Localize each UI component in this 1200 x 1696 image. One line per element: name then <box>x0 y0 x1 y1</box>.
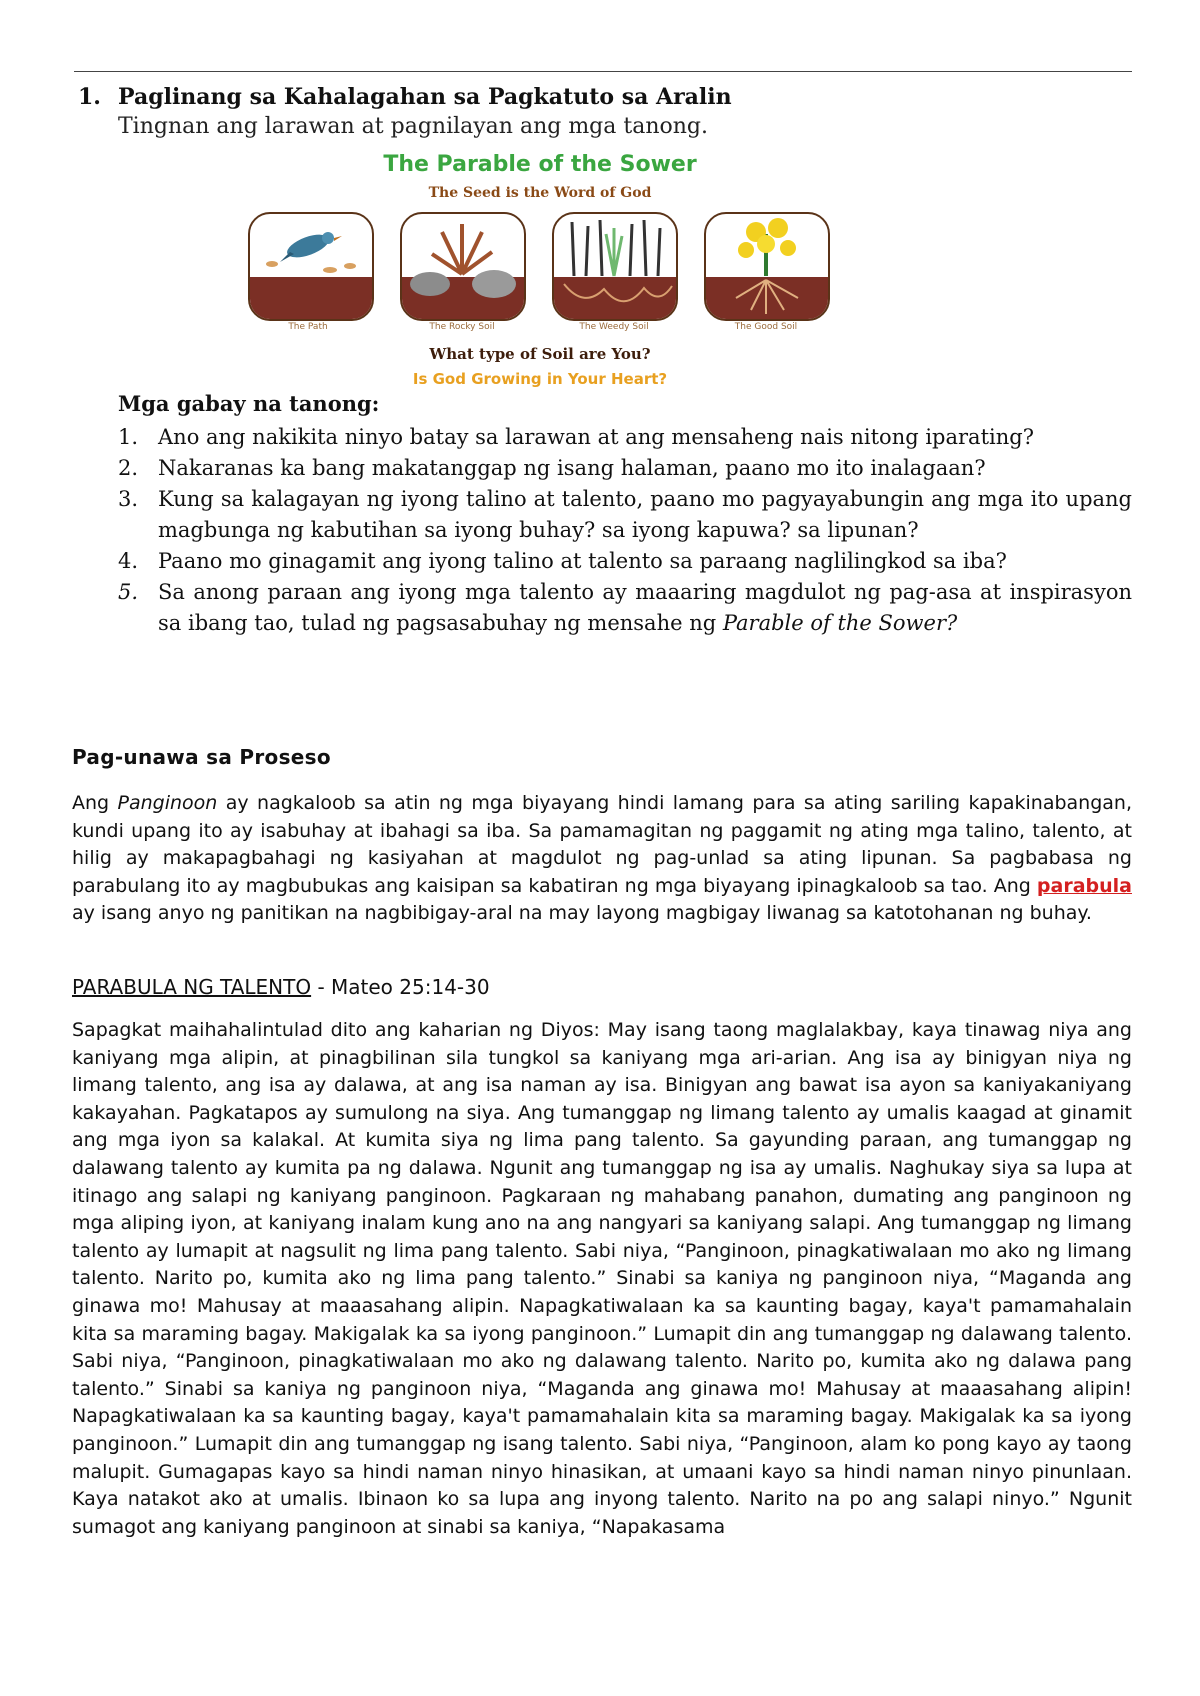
figure-title: The Parable of the Sower <box>383 152 697 177</box>
section-title <box>78 84 732 110</box>
list-item <box>118 422 1132 453</box>
text-segment: ay nagkaloob sa atin ng mga biyayang hindi lamang para sa ating sariling kapakinabangan, kundi upang ito ay isabuhay at ibahagi sa iba. Sa pamamagitan ng paggamit ng ating mga talino, talento, at hilig ay makapagbahagi ng kasiyahan at magdulot ng pag-unlad sa ating lipunan. Sa pagbabasa ng parabulang ito ay magbubukas ang kaisipan sa kabatiran ng mga biyayang ipinagkaloob sa tao. Ang <box>72 792 1132 897</box>
figure-question-1: What type of Soil are You? <box>429 345 651 363</box>
list-item <box>118 484 1132 546</box>
section-number: 1. <box>78 84 101 110</box>
parabula-link[interactable]: parabula <box>1036 874 1132 897</box>
question-text-main: Sa anong paraan ang iyong mga talento ay maaaring magdulot ng pag-asa at inspirasyon sa ibang tao, tulad ng pagsasabuhay ng mensahe ng <box>158 580 1132 635</box>
question-number: 1. <box>118 425 139 449</box>
figure-subtitle: The Seed is the Word of God <box>428 185 652 201</box>
proseso-heading: Pag-unawa sa Proseso <box>72 745 331 769</box>
question-text: Ano ang nakikita ninyo batay sa larawan at ang mensaheng nais nitong iparating? <box>158 425 1034 449</box>
question-number: 2. <box>118 456 139 480</box>
caption-rocky-soil: The Rocky Soil <box>429 322 495 332</box>
list-item <box>118 546 1132 577</box>
question-text <box>158 577 1132 639</box>
figure-question-2: Is God Growing in Your Heart? <box>412 370 668 388</box>
question-number: 4. <box>118 549 139 573</box>
header-rule <box>74 71 1132 72</box>
list-item <box>118 453 1132 484</box>
parabula-reference: - Mateo 25:14-30 <box>311 975 490 999</box>
text-segment: ay isang anyo ng panitikan na nagbibigay-aral na may layong magbigay liwanag sa katotohanan ng buhay. <box>72 902 1092 925</box>
parabula-heading <box>72 975 490 999</box>
weedy-soil-panel <box>552 212 678 321</box>
rocky-soil-panel <box>400 212 526 321</box>
rocky-plant-icon <box>402 214 524 319</box>
section-subtitle: Tingnan ang larawan at pagnilayan ang mga tanong. <box>118 114 708 139</box>
question-text-italic: Parable of the Sower? <box>722 611 958 635</box>
flower-plant-icon <box>706 214 828 319</box>
bird-icon <box>250 214 372 319</box>
list-item <box>118 577 1132 639</box>
parabula-paragraph: Sapagkat maihahalintulad dito ang kaharian ng Diyos: May isang taong maglalakbay, kaya tinawag niya ang kaniyang mga alipin, at pinagbilinan sila tungkol sa kaniyang mga ari-arian. Ang isa ay binigyan niya ng limang talento, ang isa ay dalawa, at ang isa naman ay isa. Binigyan ang bawat isa ayon sa kaniyakaniyang kakayahan. Pagkatapos ay sumulong na siya. Ang tumanggap ng limang talento ay umalis kaagad at ginamit ang mga iyon sa kalakal. At kumita siya ng lima pang talento. Sa gayunding paraan, ang tumanggap ng dalawang talento ay kumita pa ng dalawa. Ngunit ang tumanggap ng isa ay umalis. Naghukay siya sa lupa at itinago ang salapi ng kaniyang panginoon. Pagkaraan ng mahabang panahon, dumating ang panginoon ng mga aliping iyon, at kaniyang inalam kung ano na ang nangyari sa kaniyang salapi. Ang tumanggap ng limang talento ay lumapit at nagsulit ng lima pang talento. Sabi niya, “Panginoon, pinagkatiwalaan mo ako ng limang talento. Narito po, kumita ako ng lima pang talento.” Sinabi sa kaniya ng panginoon niya, “Maganda ang ginawa mo! Mahusay at maaasahang alipin. Napagkatiwalaan ka sa kaunting bagay, kaya't pamamahalain kita sa maraming bagay. Makigalak ka sa iyong panginoon.” Lumapit din ang tumanggap ng dalawang talento. Sabi niya, “Panginoon, pinagkatiwalaan mo ako ng dalawang talento. Narito po, kumita ako ng dalawa pang talento.” Sinabi sa kaniya ng panginoon niya, “Maganda ang ginawa mo! Mahusay at maaasahang alipin! Napagkatiwalaan ka sa kaunting bagay, kaya't pamamahalain kita sa maraming bagay. Makigalak ka sa iyong panginoon.” Lumapit din ang tumanggap ng isang talento. Sabi niya, “Panginoon, alam ko pong kayo ay taong malupit. Gumagapas kayo sa hindi naman ninyo hinasikan, at umaani kayo sa hindi naman ninyo pinunlaan. Kaya natakot ako at umalis. Ibinaon ko sa lupa ang inyong talento. Narito na po ang salapi ninyo.” Ngunit sumagot ang kaniyang panginoon at sinabi sa kaniya, “Napakasama <box>72 1019 1132 1538</box>
question-text: Nakaranas ka bang makatanggap ng isang halaman, paano mo ito inalagaan? <box>158 456 986 480</box>
path-panel <box>248 212 374 321</box>
question-number: 5. <box>118 580 139 604</box>
parabula-title: PARABULA NG TALENTO <box>72 975 312 999</box>
guide-title: Mga gabay na tanong: <box>118 391 380 416</box>
weeds-icon <box>554 214 676 319</box>
section-title-text: Paglinang sa Kahalagahan sa Pagkatuto sa Aralin <box>118 84 732 110</box>
proseso-paragraph <box>72 790 1132 928</box>
caption-weedy-soil: The Weedy Soil <box>579 322 649 332</box>
question-number: 3. <box>118 487 139 511</box>
question-text: Paano mo ginagamit ang iyong talino at talento sa paraang naglilingkod sa iba? <box>158 549 1007 573</box>
good-soil-panel <box>704 212 830 321</box>
caption-good-soil: The Good Soil <box>734 322 798 332</box>
question-text: Kung sa kalagayan ng iyong talino at talento, paano mo pagyayabungin ang mga ito upang magbunga ng kabutihan sa iyong buhay? sa iyong kapuwa? sa lipunan? <box>158 487 1132 542</box>
text-segment: Ang <box>72 792 118 814</box>
guide-questions <box>118 422 1132 639</box>
italic-term: Panginoon <box>117 792 218 814</box>
caption-path: The Path <box>288 322 328 332</box>
